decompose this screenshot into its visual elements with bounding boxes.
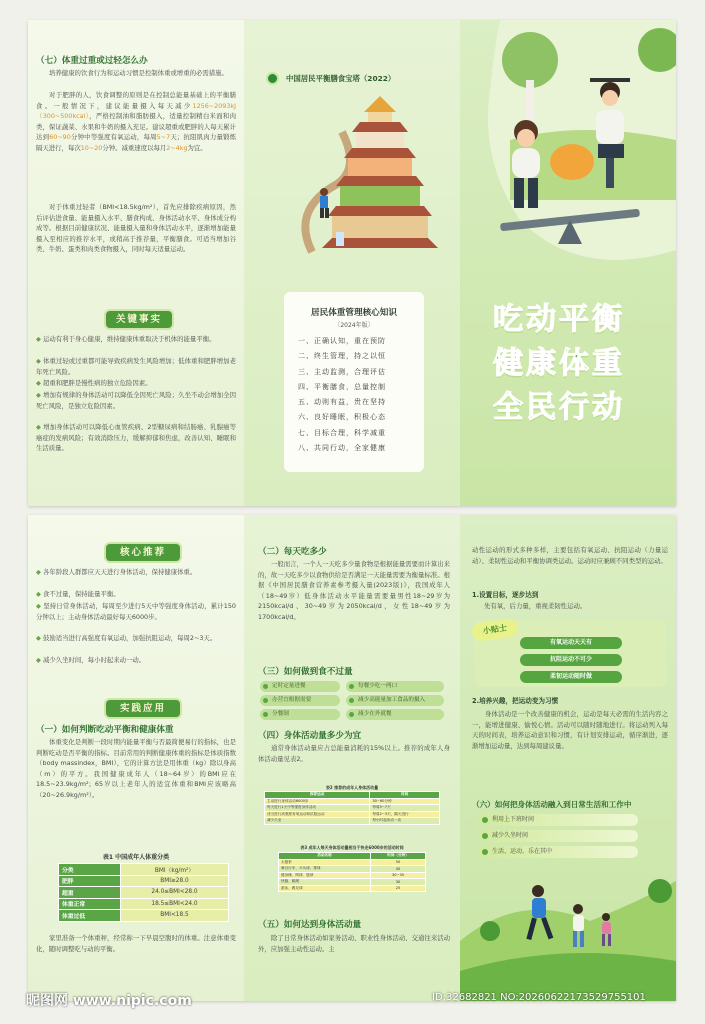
panel-pagoda [244,20,460,506]
bmi-table [58,863,229,922]
list-item: 二、终生管理，持之以恒 [298,352,386,361]
table-header: 推荐运动 [265,792,370,799]
paragraph: 家里准备一个体重秤，经常称一下早晨空腹时的体重。注意体重变化，随时调整吃与动的平衡。 [36,934,236,953]
tree-icon [648,879,672,903]
practice-pill: 实践应用 [106,700,180,717]
list-item: ◆ 增加有规律的身体活动可以降低全因死亡风险；久坐不动会增加全因死亡风险，是独立危险因素。 [36,391,237,410]
list-item: ◆ 增加身体活动可以降低心血管疾病、2型糖尿病和结肠癌、乳腺癌等癌症的发病风险；有效消除压力，缓解抑郁和焦虑，改善认知、睡眠和生活质量。 [36,423,236,453]
tag: 减少高能量加工食品的摄入 [346,695,444,706]
list-item: ◆ 超重和肥胖是慢性病的独立危险因素。 [36,379,152,387]
table-cell: 每周2~3天，隔天进行 [370,811,440,818]
tip-bar: 柔韧运动随时做 [520,671,622,683]
table-row [265,818,440,825]
table-title: 表2 推荐的成年人身体活动量 [325,785,379,790]
key-facts-pill: 关键事实 [106,311,172,328]
list-item: ◆ 食不过量，保持能量平衡。 [36,590,120,598]
logo-icon [266,72,279,85]
section-heading: （四）身体活动量多少为宜 [258,731,362,741]
table-cell: 40 [371,866,426,873]
paragraph: 培养健康的饮食行为和运动习惯是控制体重或增重的必需措施。 [49,69,228,77]
panel-weight-advice [28,20,244,506]
list-item: 五、动则有益，贵在坚持 [298,398,386,407]
tag: 定时定量进餐 [260,681,340,692]
slogan-line: 健康体重 [493,346,625,381]
table-cell: 骑自行车、乒乓球、排球 [279,866,371,873]
table-cell: 体重正常 [59,898,121,910]
table-row [59,875,229,887]
brochure-inside [28,515,676,1001]
panel-activity-habits [460,515,676,1001]
section-heading: （六）如何把身体活动融入到日常生活和工作中 [472,800,632,809]
panel-cover [460,20,676,506]
slogan-line: 全民行动 [493,390,625,425]
paragraph: 先有氧，后力量，重视柔韧性运动。 [484,602,587,610]
watermark-right: ID:32682821 NO:20260622173529755101 [432,992,646,1003]
table-title: 表1 中国成年人体重分类 [102,854,170,861]
list-item: ◆ 减少久坐时间，每小时起来动一动。 [36,656,146,664]
tip-bar: 抗阻运动不可少 [520,654,622,666]
exercise-illustration [460,20,676,280]
table-cell: BMI<18.5 [121,910,229,922]
paragraph: 体重变化是判断一段时期内能量平衡与否最简便易行的指标，也是判断吃动是否平衡的指标。目前常用的判断健康体重的指标是体质指数（body massindex，BMI），它的计算方法是用体重（kg）除以身高（m）的平方。我国健康成年人（18~64岁）的BMI应在18.5~23.9kg/m²；65岁以上老年人的适宜体重和BMI应该略高（20~26.9kg/m²）。 [36,738,236,799]
pagoda-title: 中国居民平衡膳食宝塔（2022） [286,74,396,83]
table-row [59,887,229,899]
table-cell: 游泳、踢足球 [279,885,371,892]
table-cell: 快跑、跳绳 [279,879,371,886]
table-header: 时间（分钟） [371,853,426,860]
table-cell: 太极拳 [279,859,371,866]
section-heading: （五）如何达到身体活动量 [258,920,362,930]
table-cell: 每小时起来动一动 [370,818,440,825]
table-header: 活动名称 [279,853,371,860]
table-cell: 30~35 [371,872,426,879]
slogan-line: 吃动平衡 [493,302,625,337]
section-heading: （三）如何做到食不过量 [258,667,353,677]
tag: 减少在外就餐 [346,709,444,720]
table-cell: 健身操、网球、篮球 [279,872,371,879]
watermark-left: 昵图网 www.nipic.com [26,993,192,1009]
habit-bar: 利用上下班时间 [478,814,638,826]
habit-bar: 减少久坐时间 [478,830,638,842]
tips-badge: 小贴士 [471,618,519,642]
table-header: BMI（kg/m²） [121,864,229,876]
table-row [59,910,229,922]
walking-equivalent-table [278,852,426,892]
table-cell: 30 [371,879,426,886]
subheading: 2.培养兴趣，把运动变为习惯 [472,697,559,705]
list-item: ◆ 鼓励适当进行高强度有氧运动，加强抗阻运动，每周2~3天。 [36,634,217,642]
paragraph: 对于体重过轻者（BMI<18.5kg/m²），首先应排除疾病原因，然后评估进食量、能量摄入水平、膳食构成、身体活动水平、身体成分构成等。根据目前健康状况、能量摄入量和身体活动水平，逐渐增加能量摄入至相应的推荐水平，或稍高于推荐量，平衡膳食。可适当增加谷类、牛奶、蛋类和肉类食物摄入，同时每天适量运动。 [36,203,236,254]
tree-icon [502,32,558,88]
running-family-illustration [460,861,676,1001]
table-cell: 24.0≤BMI<28.0 [121,887,229,899]
list-item: ◆ 各年龄段人群都应天天进行身体活动，保持健康体重。 [36,568,197,576]
section-heading: （七）体重过重或过轻怎么办 [36,56,148,66]
table-cell: 每天进行1天中等强度身体活动 [265,805,370,812]
tag: 分餐制 [260,709,340,720]
table-title: 表3 成年人每天身体活动量相当于快走6000步的活动时间 [300,845,404,850]
card-subtitle: 〔2024年版〕 [334,322,374,329]
tag: 每餐少吃一两口 [346,681,444,692]
subheading: 1.设置目标，逐步达到 [472,591,539,599]
table-cell: 体重过低 [59,910,121,922]
section-heading: （一）如何判断吃动平衡和健康体重 [36,725,174,735]
paragraph: 通常身体活动量应占总能量消耗的15%以上。推荐的成年人身体活动量见表2。 [258,744,450,763]
table-cell: 25 [371,885,426,892]
activity-table [264,791,440,825]
list-item: 一、正确认知，重在预防 [298,337,386,345]
card-title: 居民体重管理核心知识 [311,308,397,318]
table-row [279,885,426,892]
brochure-outside [28,20,676,506]
table-header: 时间 [370,792,440,799]
pumpkin-icon [550,144,594,180]
pagoda-icon [322,96,438,248]
paragraph: 除了日常身体活动如家务活动、职业性身体活动、交通往来活动外，应加强主动性运动。主 [258,934,450,953]
water-glass-icon [336,232,344,246]
table-cell: 50 [371,859,426,866]
paragraph: 对于肥胖的人，饮食调整的原则是在控制总能量基础上的平衡膳食。一般情况下，建议能量摄入每天减少1256~2093kJ（300~500kcal），严格控制油和脂肪摄入，适量控制精白米面和肉类，保证蔬菜、水果和牛奶的摄入充足。建议超重或肥胖的人每天累计达到60~90分钟中等强度有氧运动，每周5~7天；抗阻肌肉力量锻炼隔天进行，每次10~20分钟。减重速度以每月2~4kg为宜。 [36,91,237,152]
paragraph: 一般而言，一个人一天吃多少量食物是根据能量需要而计算出来的，故一天吃多少以食物供给是否满足一天能量需要为衡量标准。根据《中国居民膳食营养素参考摄入量(2023版)》，我国成年人（18~49岁）低身体活动水平能量需要量男性18~29岁为2150kcal/d、30~49岁为2050kcal/d，女性18~49岁为1700kcal/d。 [258,560,450,621]
core-rec-pill: 核心推荐 [106,544,180,561]
tag: 办营宜根据需要 [260,695,340,706]
core-knowledge-card [284,292,424,472]
panel-how-much [244,515,460,1001]
list-item: 三、主动监测，合理评估 [298,367,386,376]
table-cell: 每周5~7天 [370,805,440,812]
table-header: 分类 [59,864,121,876]
list-item: 八、共同行动，全家健康 [298,444,386,453]
paragraph: 动性运动的形式多种多样，主要包括有氧运动、抗阻运动（力量运动）、柔韧性运动和平衡协调类运动。运动时应兼顾不同类型的运动。 [472,546,668,565]
habit-bar: 生活、运动、乐在其中 [478,846,638,858]
list-item: 六、良好睡眠，积极心态 [298,413,386,422]
list-item: ◆ 运动有利于身心健康，维持健康体重取决于机体的能量平衡。 [36,335,216,343]
table-cell: 30~60分钟 [370,798,440,805]
food-pagoda-illustration [272,92,452,272]
list-item: 四、平衡膳食，总量控制 [298,382,386,391]
table-cell: 减少久坐 [265,818,370,825]
list-item: ◆ 坚持日常身体活动，每周至少进行5天中等强度身体活动，累计150分钟以上；主动身体活动最好每天6000步。 [36,602,236,621]
list-item: ◆ 体重过轻或过重都可能导致疾病发生风险增加；低体重和肥胖增加老年死亡风险。 [36,357,237,376]
table-cell: BMI≥28.0 [121,875,229,887]
list-item: 七、目标合理，科学减重 [298,428,386,437]
knowledge-list [298,334,386,456]
paragraph: 身体活动是一个改善健康的机会，运动是每天必需的生活内容之一，能增进健康、愉悦心情。活动可以随时随地进行。将运动列入每天的时间表，培养运动意识和习惯，有计划安排运动，循序渐进，逐渐增加运动量，达到每周建议量。 [472,710,668,750]
table-cell: 主动进行身体活动6000步 [265,798,370,805]
table-cell: 肥胖 [59,875,121,887]
table-row [59,898,229,910]
tip-bar: 有氧运动天天有 [520,637,622,649]
table-row [59,864,229,876]
section-heading: （二）每天吃多少 [258,547,327,557]
table-cell: 18.5≤BMI<24.0 [121,898,229,910]
tree-icon [480,921,500,941]
table-cell: 超重 [59,887,121,899]
panel-recommendations [28,515,244,1001]
table-cell: 适当进行高强度有氧运动和抗阻运动 [265,811,370,818]
runner-icon [320,188,329,218]
